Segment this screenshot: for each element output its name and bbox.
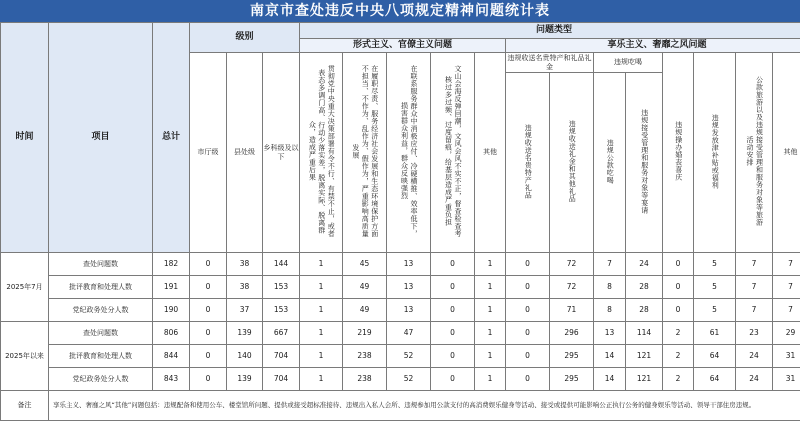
value-cell: 139 [227, 368, 263, 391]
note-label: 备注 [1, 391, 49, 421]
value-cell: 72 [550, 276, 594, 299]
value-cell: 1 [475, 299, 506, 322]
note-text: 享乐主义、奢靡之风“其他”问题包括：违规配备和使用公车、楼堂馆所问题、提供或接受超标准接待、违规出入私人会所、违规参加用公款支付的高消费娱乐健身等活动、接受或提供可能影响公正执行公务的健身娱乐等活动、领导干部住房违规。 [49, 391, 800, 421]
value-cell: 45 [343, 253, 387, 276]
value-cell: 0 [190, 253, 227, 276]
value-cell: 844 [153, 345, 190, 368]
value-cell: 295 [550, 368, 594, 391]
value-cell: 8 [594, 276, 626, 299]
value-cell: 0 [663, 299, 694, 322]
level-col-label: 市厅级 [198, 148, 219, 156]
value-cell: 296 [550, 322, 594, 345]
formalism-col-3 [387, 53, 431, 253]
value-cell: 1 [300, 276, 343, 299]
value-cell: 52 [387, 345, 431, 368]
value-cell: 37 [227, 299, 263, 322]
table-row [1, 299, 800, 322]
period-cell: 2025年7月 [1, 253, 49, 322]
value-cell: 0 [506, 253, 550, 276]
col-label: 文山会海反弹回潮，文风会风不实不正，督查检查考核过多过频、过度留痕，给基层造成严重负担 [443, 62, 462, 240]
value-cell: 1 [300, 368, 343, 391]
period-cell: 2025年以来 [1, 322, 49, 391]
value-cell: 182 [153, 253, 190, 276]
value-cell: 7 [594, 253, 626, 276]
col-label: 贯彻党中央重大决策部署有令不行、有禁不止，或者表态多调门高、行动少落实差，脱离实际、脱离群众，造成严重后果 [307, 62, 335, 240]
value-cell: 0 [431, 276, 475, 299]
hedonism-header: 享乐主义、奢靡之风问题 [506, 39, 800, 53]
value-cell: 806 [153, 322, 190, 345]
table-row [1, 368, 800, 391]
page-title: 南京市查处违反中央八项规定精神问题统计表 [0, 0, 800, 22]
value-cell: 7 [773, 299, 800, 322]
col-label: 违规发放津补贴或福利 [710, 114, 719, 189]
value-cell: 24 [736, 368, 773, 391]
value-cell: 1 [475, 345, 506, 368]
total-header: 总计 [153, 23, 190, 253]
stats-table [0, 22, 800, 421]
hedonism-col-1 [506, 73, 550, 253]
value-cell: 140 [227, 345, 263, 368]
col-label: 违规收送礼金和其他礼品 [567, 120, 576, 203]
value-cell: 0 [506, 368, 550, 391]
value-cell: 0 [431, 253, 475, 276]
value-cell: 0 [190, 276, 227, 299]
value-cell: 14 [594, 368, 626, 391]
value-cell: 238 [343, 345, 387, 368]
value-cell: 49 [343, 299, 387, 322]
hedonism-col-5 [663, 53, 694, 253]
col-label: 违规接受管理和服务对象等宴请 [639, 109, 648, 214]
level-header: 级别 [190, 23, 300, 53]
row-label: 查处问题数 [49, 253, 153, 276]
value-cell: 13 [387, 299, 431, 322]
value-cell: 219 [343, 322, 387, 345]
value-cell: 29 [773, 322, 800, 345]
value-cell: 0 [431, 345, 475, 368]
value-cell: 144 [263, 253, 300, 276]
value-cell: 0 [431, 299, 475, 322]
table-row [1, 276, 800, 299]
value-cell: 153 [263, 276, 300, 299]
hedonism-col-3 [594, 73, 626, 253]
value-cell: 7 [773, 253, 800, 276]
formalism-header: 形式主义、官僚主义问题 [300, 39, 506, 53]
value-cell: 704 [263, 368, 300, 391]
value-cell: 24 [736, 345, 773, 368]
value-cell: 191 [153, 276, 190, 299]
value-cell: 295 [550, 345, 594, 368]
value-cell: 0 [431, 322, 475, 345]
value-cell: 28 [626, 299, 663, 322]
row-label: 查处问题数 [49, 322, 153, 345]
row-label: 党纪政务处分人数 [49, 368, 153, 391]
value-cell: 1 [475, 253, 506, 276]
hedonism-col-6 [694, 53, 736, 253]
col-label: 公款旅游以及违规接受管理和服务对象等旅游活动安排 [745, 76, 764, 226]
col-label: 其他 [784, 148, 798, 156]
value-cell: 121 [626, 345, 663, 368]
value-cell: 667 [263, 322, 300, 345]
value-cell: 23 [736, 322, 773, 345]
value-cell: 71 [550, 299, 594, 322]
value-cell: 47 [387, 322, 431, 345]
value-cell: 28 [626, 276, 663, 299]
value-cell: 190 [153, 299, 190, 322]
level-col-label: 县处级 [234, 148, 255, 156]
row-label: 批评教育和处理人数 [49, 276, 153, 299]
value-cell: 0 [663, 253, 694, 276]
value-cell: 2 [663, 368, 694, 391]
value-cell: 7 [773, 276, 800, 299]
value-cell: 13 [387, 276, 431, 299]
value-cell: 2 [663, 345, 694, 368]
value-cell: 0 [506, 299, 550, 322]
value-cell: 0 [190, 322, 227, 345]
row-label: 党纪政务处分人数 [49, 299, 153, 322]
hedonism-col-2 [550, 73, 594, 253]
level-col-city [190, 53, 227, 253]
formalism-col-1 [300, 53, 343, 253]
hedonism-col-4 [626, 73, 663, 253]
problem-type-header: 问题类型 [300, 23, 800, 39]
table-row [1, 345, 800, 368]
value-cell: 5 [694, 253, 736, 276]
value-cell: 139 [227, 322, 263, 345]
value-cell: 31 [773, 345, 800, 368]
value-cell: 5 [694, 276, 736, 299]
value-cell: 2 [663, 322, 694, 345]
value-cell: 72 [550, 253, 594, 276]
hedonism-col-8 [773, 53, 800, 253]
value-cell: 114 [626, 322, 663, 345]
value-cell: 1 [475, 368, 506, 391]
item-header: 项目 [49, 23, 153, 253]
value-cell: 238 [343, 368, 387, 391]
value-cell: 121 [626, 368, 663, 391]
value-cell: 7 [736, 299, 773, 322]
value-cell: 49 [343, 276, 387, 299]
value-cell: 0 [190, 368, 227, 391]
value-cell: 64 [694, 345, 736, 368]
formalism-col-2 [343, 53, 387, 253]
value-cell: 13 [387, 253, 431, 276]
value-cell: 38 [227, 253, 263, 276]
value-cell: 1 [300, 253, 343, 276]
col-label: 在履职尽责、服务经济社会发展和生态环境保护方面不担当、不作为、乱作为、假作为，严重影响高质量发展 [350, 62, 378, 240]
gifts-group-header: 违规收送名贵特产和礼品礼金 [506, 53, 594, 73]
value-cell: 7 [736, 253, 773, 276]
value-cell: 0 [506, 276, 550, 299]
formalism-col-5 [475, 53, 506, 253]
value-cell: 5 [694, 299, 736, 322]
value-cell: 14 [594, 345, 626, 368]
col-label: 在联系服务群众中消极应付、冷硬横推、效率低下，损害群众利益，群众反映强烈 [399, 62, 418, 240]
value-cell: 1 [300, 299, 343, 322]
value-cell: 153 [263, 299, 300, 322]
value-cell: 0 [663, 276, 694, 299]
value-cell: 1 [475, 276, 506, 299]
col-label: 违规公款吃喝 [605, 139, 614, 184]
value-cell: 8 [594, 299, 626, 322]
time-header: 时间 [1, 23, 49, 253]
row-label: 批评教育和处理人数 [49, 345, 153, 368]
value-cell: 704 [263, 345, 300, 368]
value-cell: 38 [227, 276, 263, 299]
value-cell: 0 [506, 345, 550, 368]
formalism-col-4 [431, 53, 475, 253]
col-label: 违规收送名贵特产礼品 [523, 124, 532, 199]
value-cell: 52 [387, 368, 431, 391]
level-col-county [227, 53, 263, 253]
table-row [1, 253, 800, 276]
value-cell: 843 [153, 368, 190, 391]
data-body [1, 253, 800, 391]
value-cell: 13 [594, 322, 626, 345]
value-cell: 0 [431, 368, 475, 391]
table-row [1, 322, 800, 345]
value-cell: 7 [736, 276, 773, 299]
value-cell: 1 [475, 322, 506, 345]
level-col-township [263, 53, 300, 253]
col-label: 其他 [483, 148, 497, 156]
eating-group-header: 违规吃喝 [594, 53, 663, 73]
level-col-label: 乡科级及以下 [264, 144, 299, 161]
value-cell: 0 [190, 345, 227, 368]
value-cell: 0 [506, 322, 550, 345]
value-cell: 0 [190, 299, 227, 322]
value-cell: 64 [694, 368, 736, 391]
col-label: 违规操办婚丧喜庆 [673, 121, 682, 181]
value-cell: 1 [300, 322, 343, 345]
value-cell: 24 [626, 253, 663, 276]
value-cell: 1 [300, 345, 343, 368]
value-cell: 61 [694, 322, 736, 345]
hedonism-col-7 [736, 53, 773, 253]
value-cell: 31 [773, 368, 800, 391]
